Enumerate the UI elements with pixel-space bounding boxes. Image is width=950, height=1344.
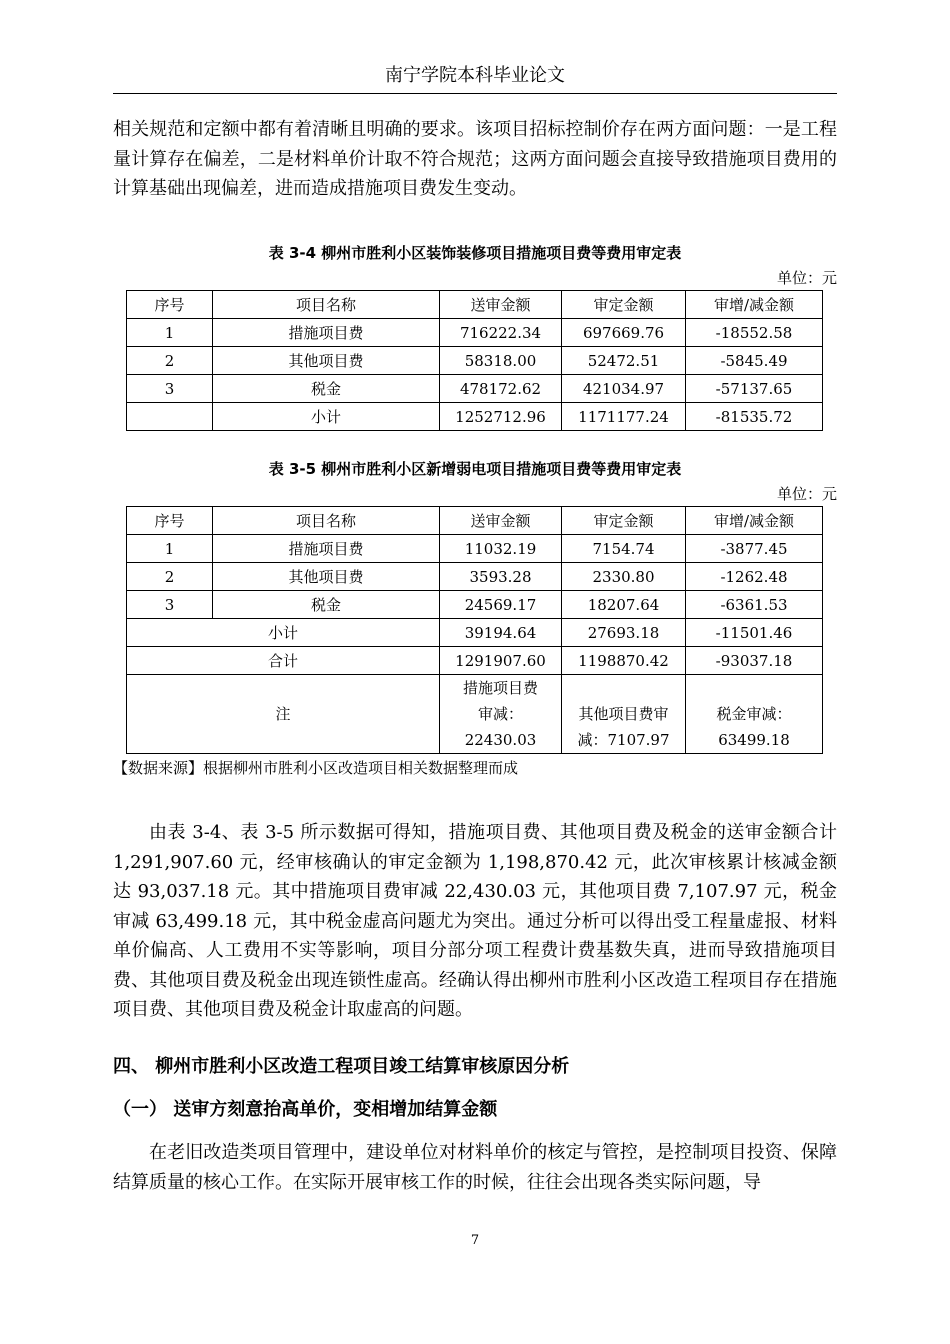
table-cell: [127, 403, 213, 431]
note-line: 税金审减：: [716, 705, 792, 723]
table-cell: -93037.18: [686, 647, 823, 675]
final-paragraph: 在老旧改造类项目管理中，建设单位对材料单价的核定与管控，是控制项目投资、保障结算质量的核心工作。在实际开展审核工作的时候，往往会出现各类实际问题，导: [113, 1142, 837, 1193]
analysis-paragraph: 由表 3-4、表 3-5 所示数据可得知，措施项目费、其他项目费及税金的送审金额合计 1,291,907.60 元，经审核确认的审定金额为 1,198,870.42 元，此次审核累计核减金额达 93,037.18 元。其中措施项目费审减 22,430.03 元，其他项目费 7,107.97 元，税金审减 63,499.18 元，其中税金虚高问题尤为突出。通过分析可以得出受工程量虚报、材料单价偏高、人工费用不实等影响，项目分部分项工程费计费基数失真，进而导致措施项目费、其他项目费及税金出现连锁性虚高。经确认得出柳州市胜利小区改造工程项目存在措施项目费、其他项目费及税金计取虚高的问题。: [113, 822, 837, 1020]
table-cell: 27693.18: [562, 619, 686, 647]
table-row: [127, 375, 823, 403]
header-cell: 送审金额: [440, 291, 562, 319]
table-cell: 58318.00: [440, 347, 562, 375]
table-cell: 1: [127, 319, 213, 347]
table-cell: 24569.17: [440, 591, 562, 619]
note-cell: [686, 675, 823, 754]
page-number: 7: [470, 1233, 480, 1248]
note-label: 注: [127, 675, 440, 754]
table-header-row: [127, 507, 823, 535]
table-cell: 39194.64: [440, 619, 562, 647]
section-heading: 四、 柳州市胜利小区改造工程项目竣工结算审核原因分析: [113, 1056, 570, 1077]
table-cell: 11032.19: [440, 535, 562, 563]
table-cell: 税金: [213, 375, 440, 403]
table-cell: 18207.64: [562, 591, 686, 619]
note-line: 审减：: [477, 705, 523, 723]
table-cell: 3593.28: [440, 563, 562, 591]
subsection-heading: （一） 送审方刻意抬高单价，变相增加结算金额: [113, 1099, 498, 1120]
table-cell: -18552.58: [686, 319, 823, 347]
table2-unit: 单位：元: [776, 485, 837, 503]
table-cell: 1198870.42: [562, 647, 686, 675]
note-line: 减：7107.97: [577, 731, 670, 749]
table-row: [127, 563, 823, 591]
table-cell: -57137.65: [686, 375, 823, 403]
table-row: [127, 591, 823, 619]
table-cell: -3877.45: [686, 535, 823, 563]
table-row: [127, 403, 823, 431]
note-line: 其他项目费审: [578, 705, 669, 723]
table-cell: -81535.72: [686, 403, 823, 431]
subtotal-row: [127, 619, 823, 647]
table-cell: 2: [127, 347, 213, 375]
table-cell: 1291907.60: [440, 647, 562, 675]
header-cell: 序号: [127, 507, 213, 535]
note-line: 63499.18: [718, 731, 790, 749]
table-row: [127, 319, 823, 347]
header-cell: 审定金额: [562, 507, 686, 535]
table-cell: 3: [127, 591, 213, 619]
header-cell: 项目名称: [213, 291, 440, 319]
table-cell: 716222.34: [440, 319, 562, 347]
header-cell: 送审金额: [440, 507, 562, 535]
source-note: 【数据来源】根据柳州市胜利小区改造项目相关数据整理而成: [113, 759, 519, 777]
table-cell: 税金: [213, 591, 440, 619]
table-cell: -11501.46: [686, 619, 823, 647]
note-row: [127, 675, 823, 754]
table-cell: 1252712.96: [440, 403, 562, 431]
table-cell: 1171177.24: [562, 403, 686, 431]
table-cell: 697669.76: [562, 319, 686, 347]
table-cell: -1262.48: [686, 563, 823, 591]
table1: [126, 290, 823, 431]
table-cell: 措施项目费: [213, 535, 440, 563]
table-cell: 其他项目费: [213, 563, 440, 591]
header-cell: 序号: [127, 291, 213, 319]
table-row: [127, 535, 823, 563]
table2-caption: 表 3-5 柳州市胜利小区新增弱电项目措施项目费等费用审定表: [268, 460, 682, 478]
table-cell: 52472.51: [562, 347, 686, 375]
page-header: 南宁学院本科毕业论文: [385, 65, 565, 86]
table-cell: 小计: [213, 403, 440, 431]
header-cell: 审增/减金额: [686, 291, 823, 319]
header-cell: 审增/减金额: [686, 507, 823, 535]
table-row: [127, 347, 823, 375]
table2: [126, 506, 823, 754]
table1-caption: 表 3-4 柳州市胜利小区装饰装修项目措施项目费等费用审定表: [268, 244, 682, 262]
subtotal-label: 小计: [127, 619, 440, 647]
table-cell: 3: [127, 375, 213, 403]
header-cell: 审定金额: [562, 291, 686, 319]
table-cell: 其他项目费: [213, 347, 440, 375]
table-cell: 7154.74: [562, 535, 686, 563]
table-cell: 2: [127, 563, 213, 591]
total-row: [127, 647, 823, 675]
intro-paragraph: 相关规范和定额中都有着清晰且明确的要求。该项目招标控制价存在两方面问题：一是工程量计算存在偏差，二是材料单价计取不符合规范；这两方面问题会直接导致措施项目费用的计算基础出现偏差，进而造成措施项目费发生变动。: [113, 119, 837, 199]
table-cell: 2330.80: [562, 563, 686, 591]
note-cell: [562, 675, 686, 754]
header-rule: [113, 93, 837, 94]
table-cell: 421034.97: [562, 375, 686, 403]
table-cell: -6361.53: [686, 591, 823, 619]
table-header-row: [127, 291, 823, 319]
total-label: 合计: [127, 647, 440, 675]
table-cell: 478172.62: [440, 375, 562, 403]
table-cell: 措施项目费: [213, 319, 440, 347]
note-line: 22430.03: [464, 731, 537, 749]
table-cell: 1: [127, 535, 213, 563]
table1-unit: 单位：元: [776, 269, 837, 287]
note-line: 措施项目费: [462, 679, 538, 697]
table-cell: -5845.49: [686, 347, 823, 375]
header-cell: 项目名称: [213, 507, 440, 535]
note-cell: [440, 675, 562, 754]
